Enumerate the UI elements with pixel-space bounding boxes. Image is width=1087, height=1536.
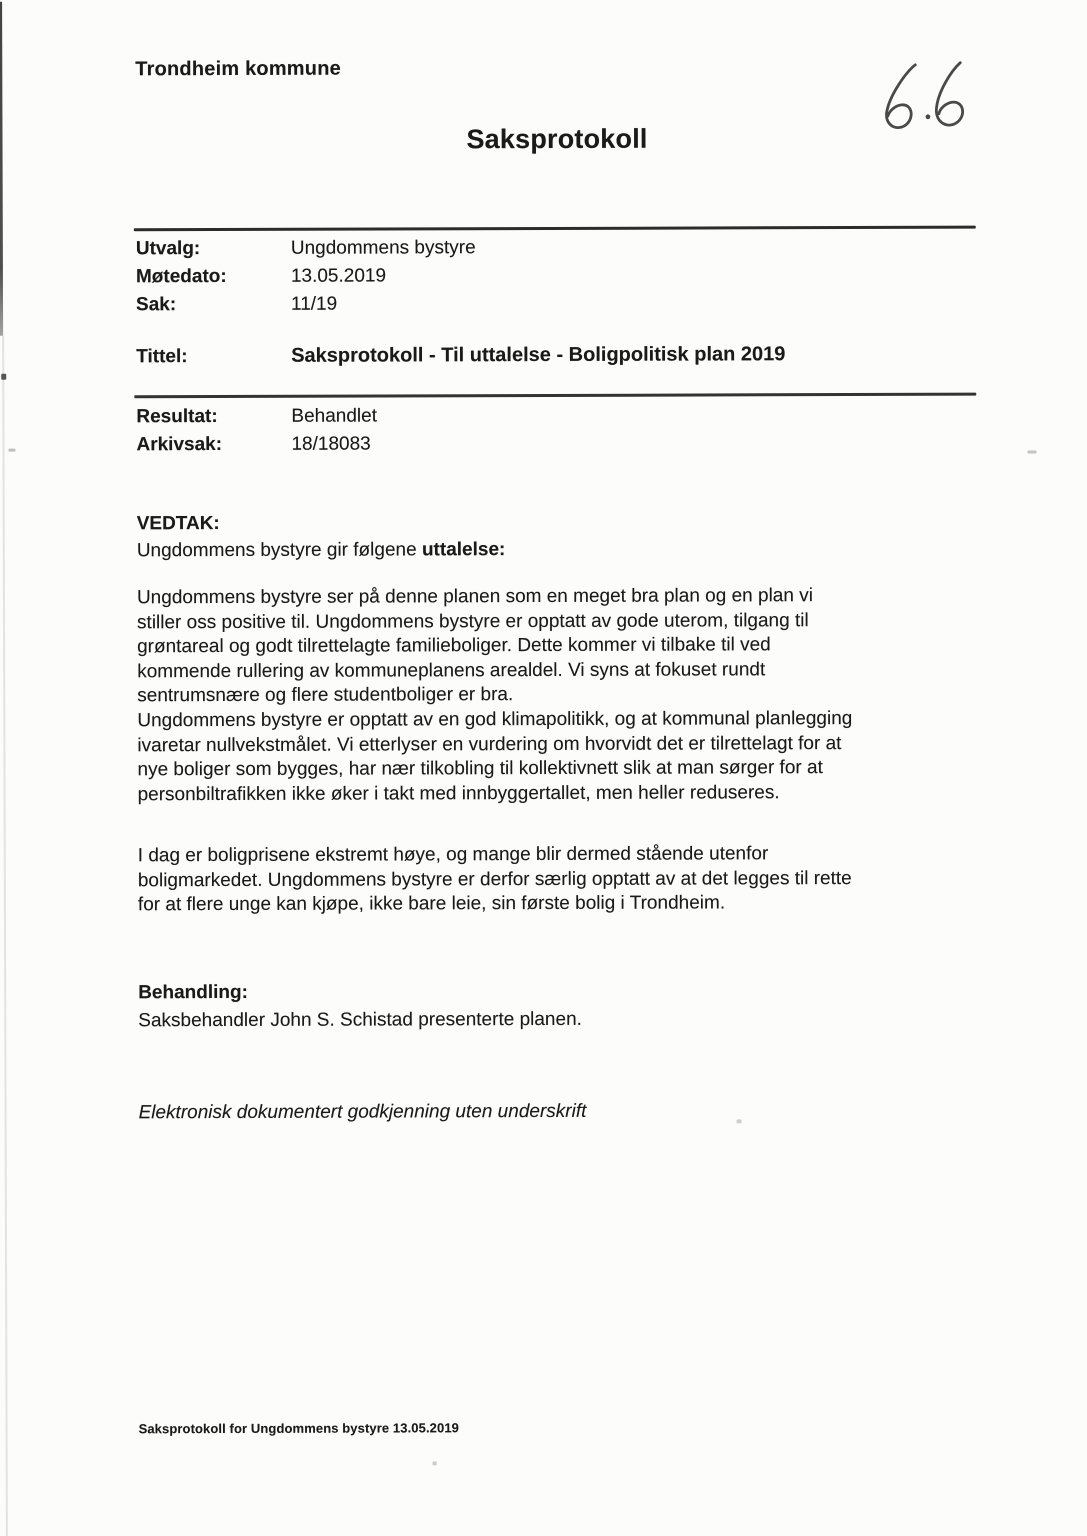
meta-label: Sak:: [135, 294, 177, 316]
meta-label: Tittel:: [136, 346, 188, 368]
electronic-signature-note: Elektronisk dokumentert godkjenning uten underskrift: [138, 1100, 587, 1124]
behandling-section: [138, 978, 582, 1034]
vedtak-intro-text: Ungdommens bystyre gir følgene: [136, 539, 422, 562]
scan-speck: [8, 449, 15, 452]
scan-edge-artifact: [0, 2, 3, 336]
vedtak-intro: [137, 536, 506, 564]
vedtak-intro-bold: uttalelse:: [421, 539, 506, 561]
meta-value: 18/18083: [291, 433, 371, 455]
meta-row-utvalg: [136, 234, 476, 263]
scan-speck: [1027, 450, 1036, 453]
scan-speck: [737, 1119, 742, 1123]
statement-paragraph-2: I dag er boligprisene ekstremt høye, og mange blir dermed stående utenfor boligmarkedet. Ungdommens bystyre er derfor særlig opptatt av at det legges til rette for at flere unge kan kjøpe, ikke bare leie, sin første bolig i Trondheim.: [137, 843, 852, 916]
meta-label: Utvalg:: [135, 238, 201, 260]
statement-paragraph-1: Ungdommens bystyre ser på denne planen som en meget bra plan og en plan vi stiller oss positive til. Ungdommens bystyre er opptatt av gode uterom, tilgang til grøntareal og godt tilrettelagte familieboliger. Dette kommer vi tilbake til ved kommende rullering av kommuneplanens arealdel. Vi syns at fokuset rundt sentrumsnære og flere studentboliger er bra. Ungdommens bystyre er opptatt av en god klimapolitikk, og at kommunal planlegging ivaretar nullvekstmålet. Vi etterlyser en vurdering om hvorvidt det er tilrettelagt for at nye boliger som bygges, har nær tilkobling til kollektivnett slik at man sørger for at personbiltrafikken ikke øker i takt med innbyggertallet, men heller reduseres.: [136, 585, 853, 806]
meta-value: 11/19: [290, 293, 338, 315]
divider-top: [134, 226, 976, 232]
vedtak-heading: VEDTAK:: [136, 513, 220, 535]
vedtak-section: [137, 509, 506, 564]
meta-row-motedato: [136, 262, 476, 291]
scan-edge-line: [2, 336, 8, 1536]
meta-row-tittel: [136, 341, 785, 370]
meta-value-title: Saksprotokoll - Til uttalelse - Boligpolitisk plan 2019: [291, 343, 786, 367]
meta-row-resultat: [136, 403, 377, 432]
meta-label: Møtedato:: [135, 265, 227, 288]
behandling-heading: Behandling:: [138, 981, 249, 1004]
meta-table: [136, 234, 476, 319]
meta-label: Resultat:: [136, 406, 218, 428]
meta-value: Behandlet: [291, 405, 377, 427]
document-title: Saksprotokoll: [466, 123, 648, 155]
meta-value: 13.05.2019: [290, 265, 387, 287]
footer-note: Saksprotokoll for Ungdommens bystyre 13.05.2019: [138, 1420, 460, 1437]
meta-label: Arkivsak:: [136, 434, 223, 456]
meta-table-result: [136, 403, 377, 460]
divider-middle: [134, 393, 976, 399]
meta-value: Ungdommens bystyre: [290, 237, 476, 259]
meta-row-arkivsak: [136, 431, 377, 460]
behandling-text: Saksbehandler John S. Schistad presenterte planen.: [138, 1008, 582, 1031]
meta-row-sak: [136, 290, 476, 319]
scan-speck: [1, 374, 6, 380]
scan-speck: [433, 1461, 437, 1465]
organization-name: Trondheim kommune: [135, 57, 341, 81]
